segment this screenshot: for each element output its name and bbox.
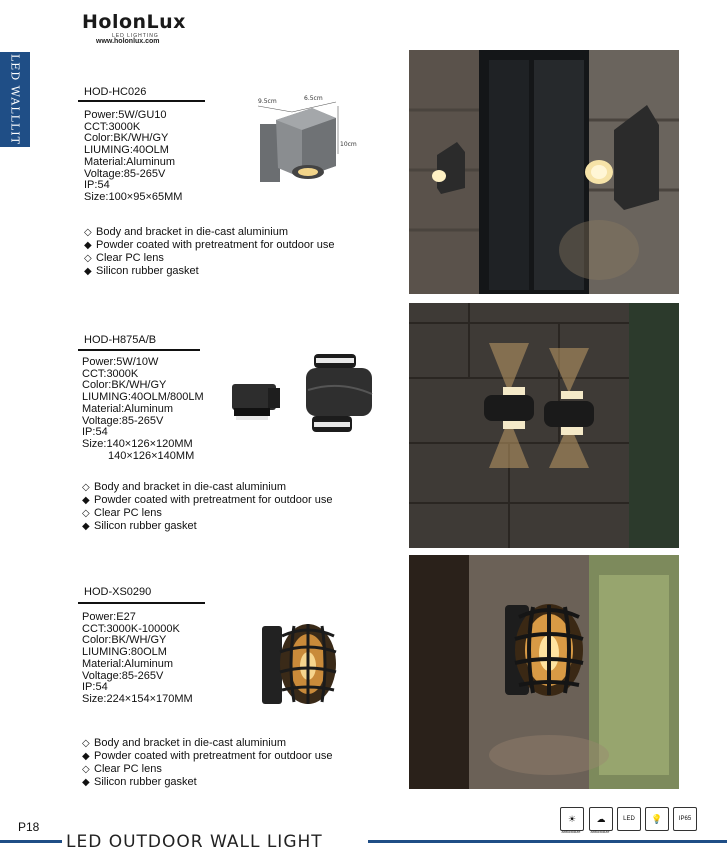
footer-line-left	[0, 840, 62, 843]
spec-size: Size:224×154×170MM	[82, 692, 193, 705]
open-diamond-icon: ◇	[82, 508, 90, 519]
divider	[78, 602, 205, 604]
spec-material: Material:Aluminum	[82, 402, 174, 415]
bulb-icon: 💡	[645, 807, 669, 831]
open-diamond-icon: ◇	[82, 482, 90, 493]
feature-item: ◇ Body and bracket in die-cast aluminium	[84, 226, 288, 238]
side-tab-label-wrap	[0, 52, 30, 147]
product-specs	[82, 612, 193, 706]
spec-cct: CCT:3000K	[82, 367, 139, 380]
product-drawing-hc026	[248, 92, 363, 192]
brand-url: www.holonlux.com	[96, 38, 160, 45]
product-drawing-xs0290	[258, 616, 340, 712]
cloud-icon: ☁	[589, 807, 613, 831]
filled-diamond-icon: ◆	[82, 495, 90, 506]
brand-logo	[82, 11, 192, 47]
feature-item: ◆ Silicon rubber gasket	[82, 520, 197, 532]
spec-voltage: Voltage:85-265V	[82, 414, 164, 427]
feature-list	[82, 737, 332, 789]
product-specs	[84, 110, 182, 204]
spec-cct: CCT:3000K-10000K	[82, 622, 180, 635]
spec-color: Color:BK/WH/GY	[82, 634, 167, 647]
open-diamond-icon: ◇	[82, 764, 90, 775]
product-code: HOD-XS0290	[84, 586, 152, 598]
spec-material: Material:Aluminum	[82, 657, 174, 670]
cert-label: antioxidize	[590, 829, 610, 834]
spec-size: Size:100×95×65MM	[84, 190, 183, 203]
sun-icon: ☀	[560, 807, 584, 831]
spec-cct: CCT:3000K	[84, 120, 141, 133]
brand-name: HolonLux	[82, 11, 186, 33]
dim-label-c: 10cm	[340, 141, 357, 148]
side-tab-label: LED WALLLIT	[8, 54, 22, 145]
feature-item: ◇ Clear PC lens	[84, 252, 164, 264]
led-icon: LED	[617, 807, 641, 831]
product-photo-xs0290	[409, 555, 679, 789]
feature-item: ◆ Silicon rubber gasket	[82, 776, 197, 788]
spec-material: Material:Aluminum	[84, 155, 176, 168]
spec-voltage: Voltage:85-265V	[82, 669, 164, 682]
spec-color: Color:BK/WH/GY	[82, 379, 167, 392]
open-diamond-icon: ◇	[82, 738, 90, 749]
feature-item: ◇ Body and bracket in die-cast aluminium	[82, 737, 286, 749]
feature-item: ◆ Powder coated with pretreatment for outdoor use	[84, 239, 335, 251]
spec-size: Size:140×126×120MM	[82, 437, 193, 450]
feature-list	[82, 481, 332, 533]
feature-item: ◆ Powder coated with pretreatment for outdoor use	[82, 750, 333, 762]
page-number: P18	[18, 820, 40, 834]
spec-color: Color:BK/WH/GY	[84, 132, 169, 145]
feature-item: ◆ Silicon rubber gasket	[84, 265, 199, 277]
feature-item: ◆ Powder coated with pretreatment for outdoor use	[82, 494, 333, 506]
product-drawing-h875b	[300, 350, 380, 440]
open-diamond-icon: ◇	[84, 253, 92, 264]
product-specs	[82, 357, 204, 462]
spec-lumen: LIUMING:40OLM	[84, 144, 169, 157]
spec-lumen: LIUMING:40OLM/800LM	[82, 391, 204, 404]
spec-ip: IP:54	[82, 681, 108, 694]
product-code: HOD-HC026	[84, 86, 147, 98]
dim-label-a: 9.5cm	[258, 98, 277, 105]
filled-diamond-icon: ◆	[82, 521, 90, 532]
product-code: HOD-H875A/B	[84, 334, 157, 346]
product-photo-hc026	[409, 50, 679, 294]
filled-diamond-icon: ◆	[82, 777, 90, 788]
spec-lumen: LIUMING:80OLM	[82, 646, 167, 659]
spec-ip: IP:54	[82, 426, 108, 439]
ip-icon: IP65	[673, 807, 697, 831]
open-diamond-icon: ◇	[84, 227, 92, 238]
filled-diamond-icon: ◆	[82, 751, 90, 762]
spec-size-alt: 140×126×140MM	[108, 449, 195, 462]
feature-list	[84, 226, 334, 278]
divider	[78, 100, 205, 102]
spec-power: Power:5W/10W	[82, 356, 159, 368]
divider	[78, 349, 200, 351]
spec-power: Power:5W/GU10	[84, 109, 167, 121]
product-photo-h875	[409, 303, 679, 548]
footer-line-right	[368, 840, 727, 843]
spec-voltage: Voltage:85-265V	[84, 167, 166, 180]
spec-power: Power:E27	[82, 611, 136, 623]
brand-tagline: LED LIGHTING	[112, 33, 159, 39]
feature-item: ◇ Clear PC lens	[82, 763, 162, 775]
feature-item: ◇ Clear PC lens	[82, 507, 162, 519]
cert-label: antioxidize	[561, 829, 581, 834]
spec-ip: IP:54	[84, 179, 110, 192]
filled-diamond-icon: ◆	[84, 240, 92, 251]
feature-item: ◇ Body and bracket in die-cast aluminium	[82, 481, 286, 493]
footer-title: LED OUTDOOR WALL LIGHT	[66, 832, 323, 852]
filled-diamond-icon: ◆	[84, 266, 92, 277]
product-drawing-h875a	[228, 378, 284, 426]
dim-label-b: 6.5cm	[304, 95, 323, 102]
